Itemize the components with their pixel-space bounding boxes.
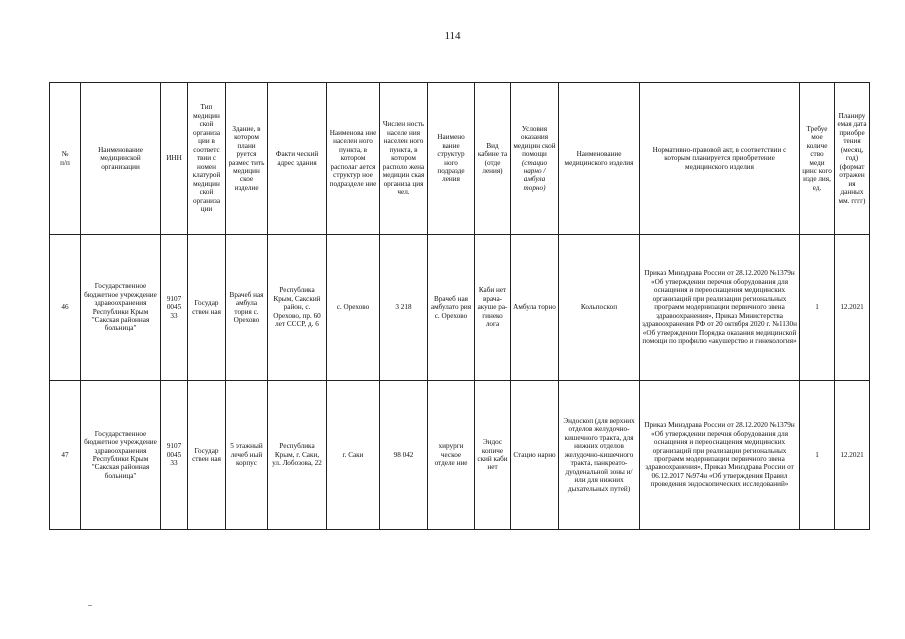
cell-cabinet: Каби нет врача-акуше ра-гинеко лога: [475, 235, 511, 381]
cell-date: 12.2021: [835, 381, 870, 530]
cell-act: Приказ Минздрава России от 28.12.2020 №1379н «Об утверждении перечня оборудования для оснащения и переоснащения медицинских организаций при реализации региональных программ модернизации первичного звена здравоохранения», Приказ Министерства здравоохранения РФ от 20 октября 2020 г. №1130н «Об утверждении Порядка оказания медицинской помощи по профилю «акушерство и гинекология»: [640, 235, 800, 381]
cell-org: Государственное бюджетное учреждение здравоохранения Республики Крым "Сакская районная больница": [81, 381, 161, 530]
cell-address: Республика Крым, г. Саки, ул. Лобозова, 22: [268, 381, 327, 530]
cell-population: 98 042: [380, 381, 428, 530]
table-row: [50, 235, 870, 381]
medical-equipment-table: [49, 82, 870, 530]
cell-settlement: г. Саки: [327, 381, 380, 530]
cell-date: 12.2021: [835, 235, 870, 381]
header-date: Планиру емая дата приобре тения (месяц, год) (формат отражен ия данных мм. гггг): [835, 83, 870, 235]
cell-building: Врачеб ная амбула тория с. Орехово: [226, 235, 268, 381]
cell-qty: 1: [800, 235, 835, 381]
cell-inn: 9107 0045 33: [161, 235, 188, 381]
header-type: Тип медицин ской организа ции в соответс твии с номен клатурой медицин ской организа ции: [188, 83, 226, 235]
cell-building: 5 этажный лечеб ный корпус: [226, 381, 268, 530]
header-num: № п/п: [50, 83, 81, 235]
cell-num: 46: [50, 235, 81, 381]
header-org: Наименование медицинской организации: [81, 83, 161, 235]
cell-conditions: Стацио нарно: [511, 381, 559, 530]
cell-qty: 1: [800, 381, 835, 530]
scan-mark: [88, 605, 92, 606]
header-building: Здание, в котором плани руется размес тить медицин ское изделие: [226, 83, 268, 235]
table-header-row: [50, 83, 870, 235]
header-cabinet: Вид кабине та (отде ления): [475, 83, 511, 235]
cell-unit: Врачеб ная амбулато рия с. Орехово: [428, 235, 475, 381]
cell-device: Эндоскоп (для верхних отделов желудочно-кишечного тракта, для нижних отделов желудочно-кишечного тракта, панкреато-дуоденальной зоны и/или для нижних дыхательных путей): [559, 381, 640, 530]
header-unit: Наимено вание структур ного подразде ления: [428, 83, 475, 235]
cell-num: 47: [50, 381, 81, 530]
header-conditions-label: Условия оказания медицин ской помощи: [513, 124, 556, 159]
header-conditions: [511, 83, 559, 235]
header-device: Наименование медицинского изделия: [559, 83, 640, 235]
header-address: Факти ческий адрес здания: [268, 83, 327, 235]
cell-conditions: Амбула торно: [511, 235, 559, 381]
header-qty: Требуе мое количе ство меди цинс кого изде лия, ед.: [800, 83, 835, 235]
cell-type: Государ ствен ная: [188, 381, 226, 530]
header-settlement: Наименова ние населен ного пункта, в котором располаг ается структур ное подразделе ние: [327, 83, 380, 235]
cell-device: Кольпоскоп: [559, 235, 640, 381]
cell-act: Приказ Минздрава России от 28.12.2020 №1379н «Об утверждении перечня оборудования для оснащения и переоснащения медицинских организаций при реализации региональных программ модернизации первичного звена здравоохранения», Приказ Минздрава России от 06.12.2017 №974н «Об утверждения Правил проведения эндоскопических исследований»: [640, 381, 800, 530]
cell-org: Государственное бюджетное учреждение здравоохранения Республики Крым "Сакская районная больница": [81, 235, 161, 381]
table-row: [50, 381, 870, 530]
cell-unit: хирурги ческое отделе ние: [428, 381, 475, 530]
cell-cabinet: Эндос копиче ский каби нет: [475, 381, 511, 530]
header-inn: ИНН: [161, 83, 188, 235]
page-number: 114: [444, 30, 461, 42]
cell-settlement: с. Орехово: [327, 235, 380, 381]
cell-type: Государ ствен ная: [188, 235, 226, 381]
header-act: Нормативно-правовой акт, в соответствии с которым планируется приобретение медицинского изделия: [640, 83, 800, 235]
cell-inn: 9107 0045 33: [161, 381, 188, 530]
cell-address: Республика Крым, Сакский район, с. Орехово, пр. 60 лет СССР, д. 6: [268, 235, 327, 381]
header-conditions-note: (стацио нарно / амбула торно): [521, 158, 548, 192]
header-population: Числен ность населе ния населен ного пункта, в котором располо жена медицин ская организа ция чел.: [380, 83, 428, 235]
cell-population: 3 218: [380, 235, 428, 381]
